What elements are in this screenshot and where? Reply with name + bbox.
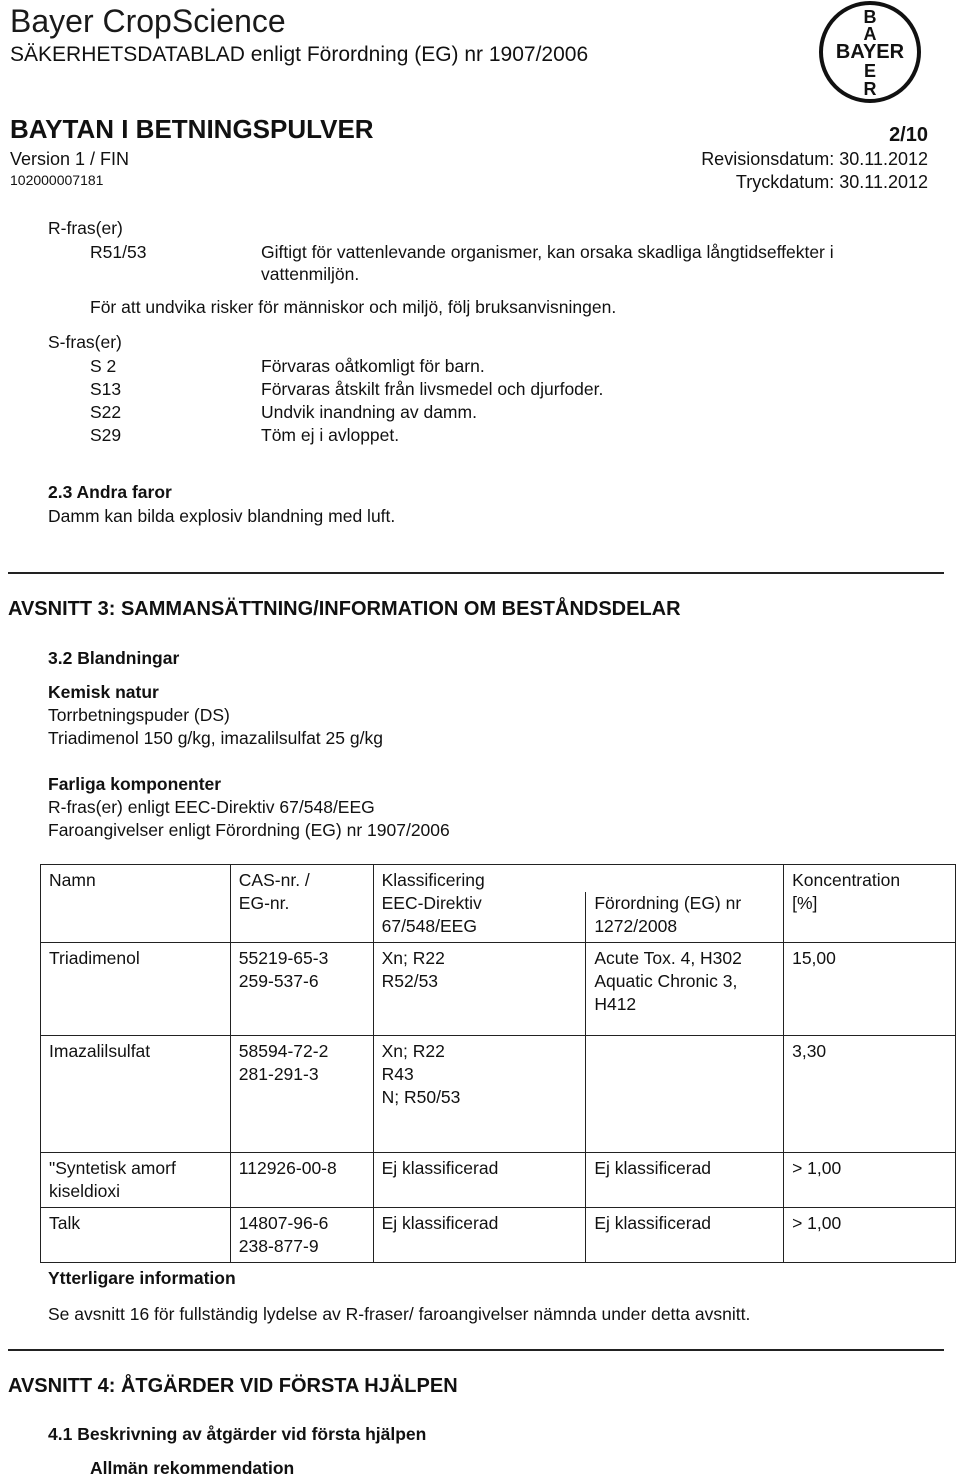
logo-bayer-word: BAYER (835, 41, 905, 63)
general-advice-label: Allmän rekommendation (90, 1458, 295, 1478)
page-number: 2/10 (889, 124, 928, 146)
cell-eec: Ej klassificerad (373, 1208, 586, 1263)
cell-cas: 55219-65-3 259-537-6 (230, 943, 373, 1036)
section-4-1-heading: 4.1 Beskrivning av åtgärder vid första hjälpen (48, 1424, 427, 1444)
section-2-3-heading: 2.3 Andra faror (48, 482, 172, 502)
header-regulation: Förordning (EG) nr 1272/2008 (586, 892, 784, 943)
header-eec: EEC-Direktiv 67/548/EEG (373, 892, 586, 943)
table-header-row (41, 865, 956, 893)
section-3-2-heading: 3.2 Blandningar (48, 648, 180, 668)
s-phrase-text: Förvaras åtskilt från livsmedel och djurfoder. (261, 379, 604, 399)
document-type: SÄKERHETSDATABLAD enligt Förordning (EG) nr 1907/2006 (10, 43, 589, 66)
hazardous-components-line: R-fras(er) enligt EEC-Direktiv 67/548/EEG (48, 797, 375, 817)
r-phrase-text-cont: vattenmiljön. (261, 264, 360, 284)
table-row (41, 943, 956, 1036)
version: Version 1 / FIN (10, 149, 130, 169)
logo-letter-a: A (863, 24, 877, 44)
company-name: Bayer CropScience (10, 3, 286, 39)
table-row (41, 1036, 956, 1153)
logo-letter-b: B (863, 7, 877, 27)
header-cas: CAS-nr. / EG-nr. (230, 865, 373, 943)
cell-concentration: > 1,00 (784, 1153, 956, 1208)
cell-cas: 58594-72-2 281-291-3 (230, 1036, 373, 1153)
r-phrase-advice: För att undvika risker för människor och miljö, följ bruksanvisningen. (90, 297, 617, 317)
section-3-heading: AVSNITT 3: SAMMANSÄTTNING/INFORMATION OM BESTÅNDSDELAR (8, 598, 681, 620)
s-phrase-code: S 2 (90, 356, 117, 376)
cell-eec: Xn; R22 R43 N; R50/53 (373, 1036, 586, 1153)
table-row (41, 1208, 956, 1263)
logo-letter-r: R (863, 79, 877, 99)
cell-concentration: > 1,00 (784, 1208, 956, 1263)
chemical-nature-line: Triadimenol 150 g/kg, imazalilsulfat 25 g/kg (48, 728, 383, 748)
r-phrase-text: Giftigt för vattenlevande organismer, kan orsaka skadliga långtidseffekter i (261, 242, 834, 262)
cell-eec: Xn; R22 R52/53 (373, 943, 586, 1036)
s-phrase-code: S29 (90, 425, 122, 445)
s-phrase-text: Undvik inandning av damm. (261, 402, 477, 422)
cell-regulation: Ej klassificerad (586, 1208, 784, 1263)
table-row (41, 1153, 956, 1208)
s-phrases-label: S-fras(er) (48, 332, 122, 352)
cell-name: Triadimenol (41, 943, 231, 1036)
further-info-label: Ytterligare information (48, 1268, 236, 1288)
section-4-heading: AVSNITT 4: ÅTGÄRDER VID FÖRSTA HJÄLPEN (8, 1375, 458, 1397)
further-info-text: Se avsnitt 16 för fullständig lydelse av R-fraser/ faroangivelser nämnda under detta avsnitt. (48, 1304, 751, 1324)
cell-cas: 112926-00-8 (230, 1153, 373, 1208)
cell-name: "Syntetisk amorf kiseldioxi (41, 1153, 231, 1208)
header-name: Namn (41, 865, 231, 943)
chemical-nature-line: Torrbetningspuder (DS) (48, 705, 230, 725)
hazardous-components-label: Farliga komponenter (48, 774, 222, 794)
cell-name: Imazalilsulfat (41, 1036, 231, 1153)
header-classification: Klassificering (373, 865, 783, 893)
header-concentration: Koncentration [%] (784, 865, 956, 943)
chemical-nature-label: Kemisk natur (48, 682, 159, 702)
cell-regulation: Ej klassificerad (586, 1153, 784, 1208)
s-phrase-text: Töm ej i avloppet. (261, 425, 400, 445)
revision-date: Revisionsdatum: 30.11.2012 (701, 149, 928, 169)
product-name: BAYTAN I BETNINGSPULVER (10, 114, 374, 144)
s-phrase-code: S13 (90, 379, 122, 399)
product-number: 102000007181 (10, 172, 104, 188)
cell-concentration: 3,30 (784, 1036, 956, 1153)
cell-regulation (586, 1036, 784, 1153)
cell-eec: Ej klassificerad (373, 1153, 586, 1208)
hazardous-components-line: Faroangivelser enligt Förordning (EG) nr 1907/2006 (48, 820, 450, 840)
components-table (40, 864, 956, 1263)
s-phrase-code: S22 (90, 402, 122, 422)
bayer-cross-logo (818, 0, 922, 104)
cell-cas: 14807-96-6 238-877-9 (230, 1208, 373, 1263)
section-divider (8, 1349, 944, 1351)
logo-letter-e: E (863, 61, 877, 81)
section-2-3-text: Damm kan bilda explosiv blandning med luft. (48, 506, 396, 526)
print-date: Tryckdatum: 30.11.2012 (735, 172, 928, 192)
cell-regulation: Acute Tox. 4, H302 Aquatic Chronic 3, H412 (586, 943, 784, 1036)
s-phrase-text: Förvaras oåtkomligt för barn. (261, 356, 485, 376)
r-phrase-code: R51/53 (90, 242, 147, 262)
cell-concentration: 15,00 (784, 943, 956, 1036)
r-phrases-label: R-fras(er) (48, 218, 123, 238)
section-divider (8, 572, 944, 574)
cell-name: Talk (41, 1208, 231, 1263)
